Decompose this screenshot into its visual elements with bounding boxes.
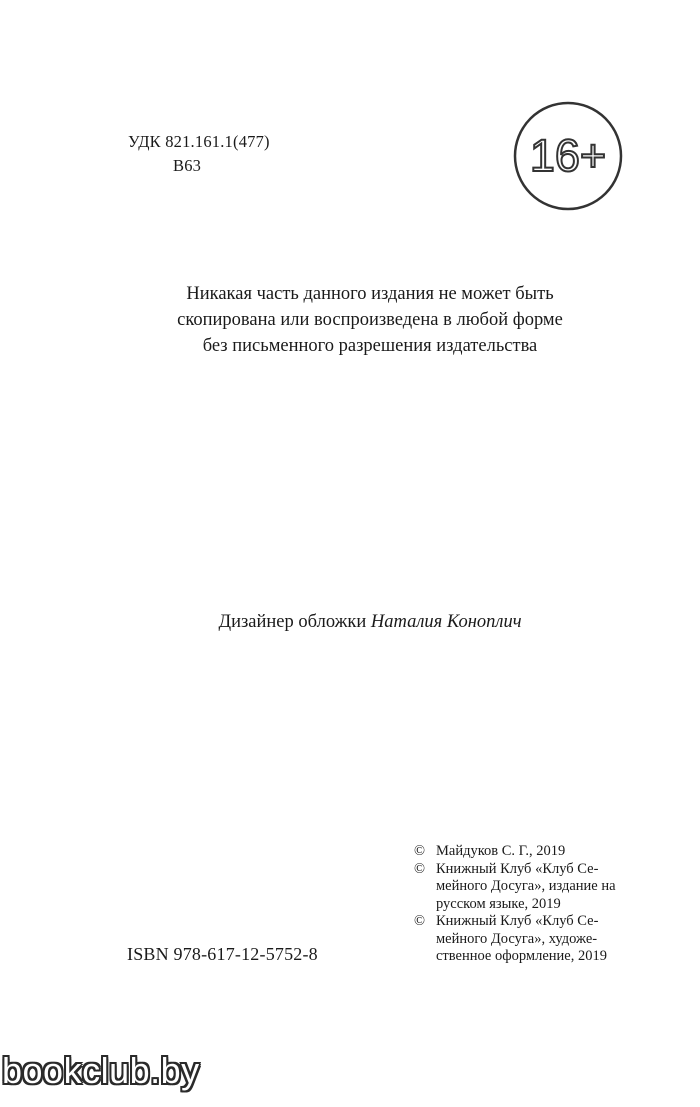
copyright-line: мейного Досуга», издание на bbox=[436, 878, 616, 894]
copyright-symbol: © bbox=[414, 913, 426, 929]
notice-line: без письменного разрешения издательства bbox=[202, 336, 538, 356]
copyright-line: Майдуков С. Г., 2019 bbox=[436, 843, 566, 859]
notice-line: Никакая часть данного издания не может быть bbox=[186, 284, 554, 304]
watermark-logo: bookclub.by bbox=[2, 1050, 200, 1091]
copyright-line: Книжный Клуб «Клуб Се- bbox=[436, 860, 599, 877]
notice-line: скопирована или воспроизведена в любой форме bbox=[177, 310, 563, 330]
copyright-symbol: © bbox=[414, 860, 426, 877]
udk-code: УДК 821.161.1(477) bbox=[128, 132, 270, 151]
copyright-line: русском языке, 2019 bbox=[436, 895, 561, 912]
copyright-notice bbox=[120, 281, 620, 359]
isbn: ISBN 978-617-12-5752-8 bbox=[127, 944, 318, 964]
designer-label: Дизайнер обложки bbox=[218, 612, 367, 632]
copyright-line: мейного Досуга», художе- bbox=[436, 930, 598, 947]
cover-designer-credit bbox=[120, 612, 620, 633]
author-code: В63 bbox=[173, 156, 202, 175]
copyright-symbol: © bbox=[414, 843, 426, 859]
copyright-line: Книжный Клуб «Клуб Се- bbox=[436, 913, 599, 929]
age-rating-badge bbox=[512, 100, 624, 212]
copyright-item bbox=[414, 861, 634, 914]
copyright-item bbox=[414, 913, 634, 966]
copyright-item bbox=[414, 843, 634, 861]
age-rating-text: 16+ bbox=[529, 130, 607, 181]
designer-name: Наталия Коноплич bbox=[370, 612, 522, 632]
udk-classification bbox=[128, 130, 270, 178]
copyright-list bbox=[414, 843, 634, 966]
copyright-line: ственное оформление, 2019 bbox=[436, 948, 607, 964]
